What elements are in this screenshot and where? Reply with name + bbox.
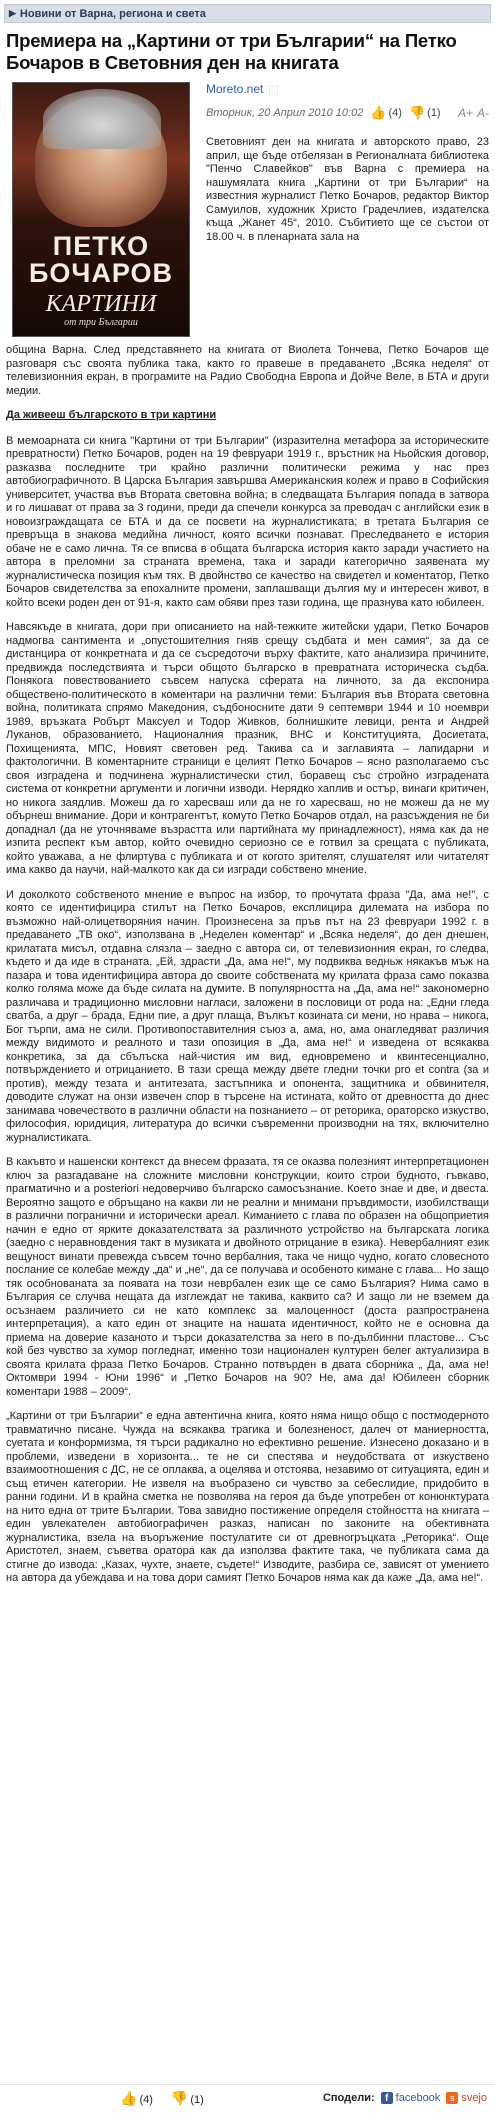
share-bar [323,2092,487,2104]
article-head [6,82,489,344]
rating [120,2090,204,2107]
article-title: Премиера на „Картини от три Българии“ на Петко Бочаров в Световния ден на книгата [6,30,457,73]
footer-dislike-count: (1) [190,2093,204,2106]
thumbs-up-icon: 👍 [370,105,387,120]
article-body [6,344,489,1586]
paragraph: „Картини от три Българии“ е една автентична книга, която няма нищо общо с постмодерното травматично писане. Чужда на всякаква трагика и болезненост, далеч от маниерността, суетата и конформизма, тя търси радикално но ефективно решение. Изнесено доказано и в проблеми, изведени в хоризонта... те не си спестява и неудобствата от изкуствено взаимоотношения с ДС, не се оплаква, а оцелява и отстоява, незавимо от ситуацията, един и същ етичен категории. Не извеля на въобразено си чувство за себеслидие, придобито в ранни години. И в крайна сметка не позволява на героя да бъде употребен от конюнктурата на нито една от трите Българии. Това завидно постижение определя стойността на книгата – един увлекателен автобиографичен разказ, написан по законите на обективната журналистика, взела на въоръжение постулатите си от древногръцката „Реторика“. Още Аристотел, знаем, съветва оратора как да използва фактите така, че публиката сама да стигне до извода: „Казах, чухте, знаете, съдете!“ Изводите, разбира се, зависят от умението на автора да убеждава и на това дори самият Петко Бочаров няма как да каже „Да, ама не!“. [6,1410,489,1584]
external-link-icon[interactable]: ⬚ [268,83,279,96]
paragraph: община Варна. След представянето на книгата от Виолета Тончева, Петко Бочаров ще разговаря със своята публика така, както го правеше в предаването „Всяка неделя“ от телевизионния екран, в програмите на Радио Свободна Европа и Дойче Веле, в БТА и други медии. [6,344,489,397]
facebook-share-button[interactable] [381,2092,441,2104]
thumbs-down-icon: 👎 [170,2089,189,2106]
book-title-text: КАРТИНИ [45,291,157,317]
article-meta [206,82,489,121]
font-decrease-button[interactable]: A- [477,106,489,120]
category-bar[interactable] [4,4,491,23]
section-heading: Да живееш българското в три картини [6,409,217,421]
paragraph: Навсякъде в книгата, дори при описанието на най-тежките житейски удари, Петко Бочаров надмогва сантимента и „опустошителния гняв срещу съдбата и мен самия“, за да се дистанцира от конкретната и да се съсредоточи върху фактите, като анализира причините, предвижда последствията и търси общото българско в превратната историческа съдба. Понякога повествованието съвсем напуска сферата на личното, за да експонира обществено-политическото в коментари на различни теми: България във Втората световна война, политиката спрямо Македония, съдбоносните дати 9 септември 1944 и 10 ноември 1989, връзката Робърт Максуел и Тодор Живков, болнишките левици, рента и Андрей Луканов, образованието, Националния празник, ВНС и Конституцията, Досиетата, Похищенията, МПС, Новият световен ред. Такива са и заглавията – лапидарни и фактологични. В коментарните страници е целият Петко Бочаров – ясно разполагаемо със своя изградена и подчинена журналистически стил, боравещ със стройно изградената система от конкретни аргументи и логични изводи. Нерядко хаплив и остър, винаги критичен, но никога заядлив. Можеш да го харесваш или да не го харесваш, но не можеш да не му обърнеш внимание. Дори и контрагентът, комуто Петко Бочаров отдал, на разсъждения не би допаднал (да не уточняваме възрастта или партийната му принадлежност), няма как да не изпита респект към автор, който очевидно сериозно се е готвил за срещата с публиката, който уважава, а не флиртува с публиката и от когото зрителят, слушателят или читателят има какво да научи, най-малкото как да си изгради собствено мнение. [6,621,489,876]
svejo-icon: s [446,2092,458,2104]
portrait-hair [43,89,161,149]
source-line [206,82,489,96]
thumbs-down-icon: 👎 [408,105,426,120]
font-size-tools [458,106,489,120]
like-count: (4) [388,107,402,119]
article-footer [0,2084,495,2111]
facebook-icon: f [381,2092,393,2104]
paragraph: В какъвто и нашенски контекст да внесем фразата, тя се оказва полезният интерпретационен ключ за разгадаване на сложните мисловни конструкции, които строи будното, гъвкаво, прагматично и a posteriori недоверчиво българско самосъзнание. Което знае и две, и двеста. Вероятно защото е обръщано на какви ли не реални и мнимани пръвдимости, изобилстващи в различни погранични и исторически ареал. Киманието с глава по образен на общоприетия начин е едно от ярките доказателствата за различното устройство на българската логика (заедно с неравновдения такт в музиката и двойното отрицание в езика). Невербалният език вещуност винати превежда съвсем точно вербалния, така че нищо чудно, когато словесното послание се колебае между „да“ и „не“, да се получава и особеното кимане с глава... Но защо тяк особнованата за появата на този неврбален език ще се само България? Нима само в България се случва нещата да изглеждат не такива, каквито са? И защо ли не вземем да осъзнаем различието си не като комплекс за малоценност (доста разпространена интерпретация), а като един от знаците на нашата идентичност, който не е основна да приема на доверие казаното и търси доказателства за него в по-дълбинни пластове... Със кой без чувство за хумор погледнат, именно този национален културен белег актуализира в своята крилата фраза Петко Бочаров. Странно потвърден в двата сборника „ Да, ама не! Октомври 1994 - Юни 1996“ и „Петко Бочаров на 90? Не, ама да! Юбилеен сборник коментари 1988 – 2009“. [6,1156,489,1398]
svejo-share-button[interactable] [446,2092,487,2104]
book-subtitle-text: от три Българии [64,317,138,328]
publish-date: Вторник, 20 Април 2010 10:02 [206,107,364,119]
dislike-count: (1) [427,107,441,119]
source-link[interactable]: Moreto.net [206,82,264,96]
category-label: Новини от Варна, региона и света [19,7,206,20]
svejo-label: svejo [461,2092,487,2104]
bullet-arrow-icon: ▶ [9,8,16,18]
paragraph: В мемоарната си книга "Картини от три Българии" (изразителна метафора за историческите превратности) Петко Бочаров, роден на 19 февруари 1919 г., връстник на Ньойския договор, разказва последните три крайно различни политически режима у нас през автобиографичното. В Царска България завършва Американския колеж и право в Софийския университет, участва във Втората световна война; в следващата България попада в затвора и го лишават от права за 3 години, преди да спечели конкурса за преводач с английски език в новоизграждащата се БТА и да се посвети на журналистиката; в третата България се превръща в знакова медийна личност, която всички познават. Преследването е история обаче не е само лична. Тя се вписва в общата българска история както заради участието на автора в преломни за страната времена, така и заради категорично заявената му журналистическа позиция към тях. В двойнство се качество на свидетел и коментатор, Петко Бочаров свидетелства за епохалните промени, заплашващи дългия му и интересен живот, в който всеки роден ден от 91-я, както сам обяви през тази година, ще празнува като юбилеен. [6,434,489,609]
footer-like-count: (4) [139,2093,153,2106]
dislike-button[interactable] [409,105,441,121]
facebook-label: facebook [395,2092,441,2104]
paragraph: И доколкото собственото мнение е въпрос на избор, то прочутата фраза "Да, ама не!", с която се идентифицира стилът на Петко Бочаров, експлицира дилемата на избора по възможно най-олицетворяния начин. Произнесена за пръв път на 23 февруари 1992 г. в предаването „ТВ око“, използвана в „Неделен коментар“ и „Всяка неделя“, до ден днешен, крилатата мисъл, отдавна слязла – заедно с автора си, от телевизионния екран, го следва, където и да идe в страната. „Ей, здрасти „Да, ама не!“, му подвиква ведньж някакъв мъж на пазара и това идентифицира автора до своите собствената му крилата фраза само показва колко голяма може да бъде силата на думите. В популярността на „Да, ама не!“ закономерно различава и традиционно мисловни нагласи, заложени в пословици от рода на: „Едни гледа сватба, а друг – брада, Едни пие, а друг плаща, Вълкът козината си мени, но нрава – никога, Бог търпи, ама не сили. Противопоставителния съюз а, ама, но, ама онагледяват различия между видимото и реалното и тази опозиция в „Да, ама не!“ и изведена от всякаква конкретика, за да сбълъска най-чистия им вид, едновремено и квинтесенциално, потвърждението и отрицанието. В тази среща между двете гледни точки pro et contra (за и против), между тезата и антитезата, застъпника и опонента, защитника и обвинителя, доводите служат на онзи извечен спор в търсене на истината, който от древността до днес занимава човечеството в различни области на познанието – от реторика, ораторско изкуство, философия, юридиция, литература до всички съвременни производни на тях, включително журналистиката. [6,888,489,1144]
article-page [0,4,495,2106]
intro-paragraph: Световният ден на книгата и авторското право, 23 април, ще бъде отбелязан в Регионалната библиотека "Пенчо Славейков" във Варна с премиера на нашумялата книга „Картини от три Българии“ на известния журналист Петко Бочаров, редактор Виктор Самуилов, художник Христо Градечлиев, издателска къща „Жанет 45“, 2010. Събитието ще се състои от 18.00 ч. в пленарната зала на [206,136,489,243]
book-author-text: ПЕТКО БОЧАРОВ [28,231,174,288]
thumbs-up-icon: 👍 [120,2089,138,2106]
like-button[interactable] [370,105,402,121]
date-line [206,105,489,121]
share-label: Сподели: [322,2092,375,2104]
footer-like-button[interactable] [120,2090,153,2107]
book-cover-image [12,82,190,337]
font-increase-button[interactable]: A+ [457,106,473,120]
footer-dislike-button[interactable] [171,2090,204,2107]
